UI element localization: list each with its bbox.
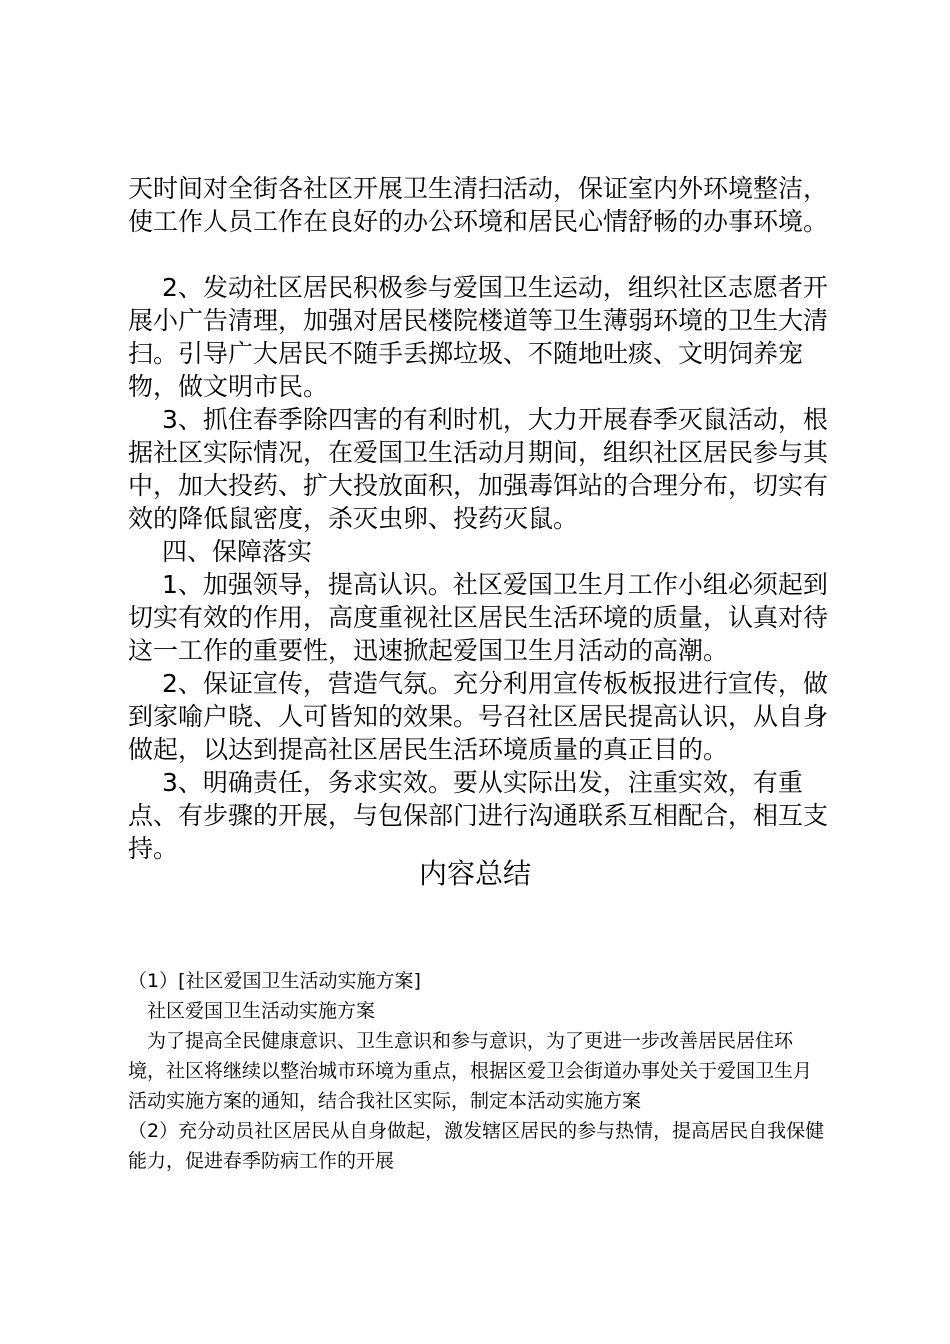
paragraph-continuation: 天时间对全街各社区开展卫生清扫活动，保证室内外环境整洁，使工作人员工作在良好的办公环境和居民心情舒畅的办事环境。	[128, 174, 829, 236]
paragraph-item-3: 3、抓住春季除四害的有利时机，大力开展春季灭鼠活动，根据社区实际情况，在爱国卫生活动月期间，组织社区居民参与其中，加大投药、扩大投放面积，加强毒饵站的合理分布，切实有效的降低鼠密度，杀灭虫卵、投药灭鼠。	[128, 405, 829, 533]
summary-line-2: 社区爱国卫生活动实施方案	[147, 1000, 376, 1022]
summary-line-1: （1）[社区爱国卫生活动实施方案]	[128, 970, 421, 992]
section-heading-guarantee: 四、保障落实	[162, 537, 313, 566]
paragraph-guarantee-2: 2、保证宣传，营造气氛。充分利用宣传板板报进行宣传，做到家喻户晓、人可皆知的效果。号召社区居民提高认识，从自身做起，以达到提高社区居民生活环境质量的真正目的。	[128, 669, 829, 764]
main-body-text	[128, 172, 828, 865]
summary-line-4: （2）充分动员社区居民从自身做起，激发辖区居民的参与热情，提高居民自我保健能力，促进春季防病工作的开展	[128, 1120, 825, 1172]
summary-title: 内容总结	[418, 857, 531, 890]
summary-section	[128, 966, 828, 1176]
paragraph-guarantee-3: 3、明确责任，务求实效。要从实际出发，注重实效，有重点、有步骤的开展，与包保部门进行沟通联系互相配合，相互支持。	[128, 768, 829, 863]
paragraph-guarantee-1: 1、加强领导，提高认识。社区爱国卫生月工作小组必须起到切实有效的作用，高度重视社区居民生活环境的质量，认真对待这一工作的重要性，迅速掀起爱国卫生月活动的高潮。	[128, 570, 829, 665]
summary-line-3: 为了提高全民健康意识、卫生意识和参与意识，为了更进一步改善居民居住环境，社区将继续以整治城市环境为重点，根据区爱卫会街道办事处关于爱国卫生月活动实施方案的通知，结合我社区实际，制定本活动实施方案	[128, 1030, 813, 1112]
paragraph-item-2: 2、发动社区居民积极参与爱国卫生运动，组织社区志愿者开展小广告清理，加强对居民楼院楼道等卫生薄弱环境的卫生大清扫。引导广大居民不随手丢掷垃圾、不随地吐痰、文明饲养宠物，做文明市民。	[128, 273, 829, 401]
